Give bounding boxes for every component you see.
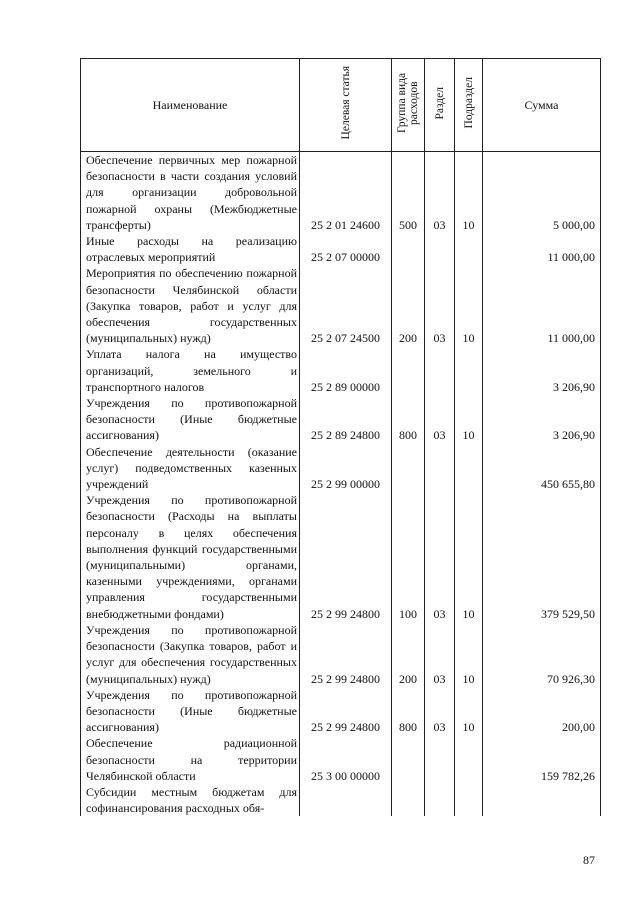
row-code: 25 2 07 24500: [300, 265, 392, 346]
row-subsection: [455, 735, 483, 784]
row-sum: 159 782,26: [483, 735, 601, 784]
row-subsection: [455, 233, 483, 265]
row-name: Субсидии местным бюджетам для софинансирования расходных обя-: [81, 784, 300, 816]
row-subsection: 10: [455, 622, 483, 687]
table-row: [81, 346, 601, 395]
row-group: [392, 346, 425, 395]
page-number: 87: [583, 853, 595, 867]
row-subsection: 10: [455, 492, 483, 622]
table-row: [81, 784, 601, 816]
budget-table: [80, 58, 601, 816]
row-code: 25 2 99 00000: [300, 444, 392, 493]
header-group: Группа вида расходов: [392, 59, 425, 152]
row-sum: 5 000,00: [483, 152, 601, 234]
row-section: 03: [425, 492, 455, 622]
row-subsection: [455, 346, 483, 395]
row-name: Учреждения по противопожарной безопасности (Иные бюджетные ассигнования): [81, 395, 300, 444]
header-sum: Сумма: [483, 59, 601, 152]
row-group: 800: [392, 395, 425, 444]
row-sum: [483, 784, 601, 816]
row-code: 25 2 99 24800: [300, 622, 392, 687]
row-sum: 200,00: [483, 687, 601, 736]
row-code: 25 2 01 24600: [300, 152, 392, 234]
row-group: [392, 444, 425, 493]
row-name: Учреждения по противопожарной безопасности (Расходы на выплаты персоналу в целях обеспечения выполнения функций государственными (муниципальными) органами, казенными учреждениями, органами управления государственными внебюджетными фондами): [81, 492, 300, 622]
row-name: Учреждения по противопожарной безопасности (Закупка товаров, работ и услуг для обеспечения государственных (муниципальных) нужд): [81, 622, 300, 687]
row-code: [300, 784, 392, 816]
row-section: [425, 735, 455, 784]
row-sum: 3 206,90: [483, 346, 601, 395]
table-header: [81, 59, 601, 152]
row-section: 03: [425, 265, 455, 346]
row-group: 200: [392, 622, 425, 687]
row-name: Уплата налога на имущество организаций, земельного и транспортного налогов: [81, 346, 300, 395]
table-row: [81, 265, 601, 346]
table-row: [81, 687, 601, 736]
header-subsection: Подраздел: [455, 59, 483, 152]
row-subsection: 10: [455, 265, 483, 346]
row-group: [392, 233, 425, 265]
budget-table-container: [80, 58, 600, 816]
row-name: Обеспечение первичных мер пожарной безопасности в части создания условий для организации добровольной пожарной охраны (Межбюджетные трансферты): [81, 152, 300, 234]
row-code: 25 2 99 24800: [300, 687, 392, 736]
row-group: 200: [392, 265, 425, 346]
row-subsection: [455, 784, 483, 816]
row-name: Обеспечение деятельности (оказание услуг) подведомственных казенных учреждений: [81, 444, 300, 493]
row-section: 03: [425, 395, 455, 444]
header-name: Наименование: [81, 59, 300, 152]
table-row: [81, 233, 601, 265]
row-group: 800: [392, 687, 425, 736]
table-row: [81, 395, 601, 444]
row-subsection: 10: [455, 152, 483, 234]
table-row: [81, 622, 601, 687]
row-name: Иные расходы на реализацию отраслевых мероприятий: [81, 233, 300, 265]
row-name: Мероприятия по обеспечению пожарной безопасности Челябинской области (Закупка товаров, работ и услуг для обеспечения государственных (муниципальных) нужд): [81, 265, 300, 346]
row-section: 03: [425, 687, 455, 736]
row-section: [425, 346, 455, 395]
row-subsection: [455, 444, 483, 493]
row-subsection: 10: [455, 687, 483, 736]
header-section: Раздел: [425, 59, 455, 152]
table-row: [81, 152, 601, 234]
row-group: [392, 784, 425, 816]
row-code: 25 3 00 00000: [300, 735, 392, 784]
table-body: [81, 152, 601, 817]
row-section: 03: [425, 622, 455, 687]
row-section: [425, 784, 455, 816]
table-row: [81, 735, 601, 784]
row-section: [425, 233, 455, 265]
row-sum: 3 206,90: [483, 395, 601, 444]
row-code: 25 2 89 00000: [300, 346, 392, 395]
table-row: [81, 492, 601, 622]
row-section: 03: [425, 152, 455, 234]
row-group: 100: [392, 492, 425, 622]
row-sum: 11 000,00: [483, 233, 601, 265]
row-subsection: 10: [455, 395, 483, 444]
row-sum: 379 529,50: [483, 492, 601, 622]
row-sum: 450 655,80: [483, 444, 601, 493]
row-name: Учреждения по противопожарной безопасности (Иные бюджетные ассигнования): [81, 687, 300, 736]
row-code: 25 2 07 00000: [300, 233, 392, 265]
row-group: 500: [392, 152, 425, 234]
table-row: [81, 444, 601, 493]
header-target: Целевая статья: [300, 59, 392, 152]
row-sum: 70 926,30: [483, 622, 601, 687]
row-code: 25 2 89 24800: [300, 395, 392, 444]
row-code: 25 2 99 24800: [300, 492, 392, 622]
row-group: [392, 735, 425, 784]
row-name: Обеспечение радиационной безопасности на территории Челябинской области: [81, 735, 300, 784]
row-section: [425, 444, 455, 493]
row-sum: 11 000,00: [483, 265, 601, 346]
